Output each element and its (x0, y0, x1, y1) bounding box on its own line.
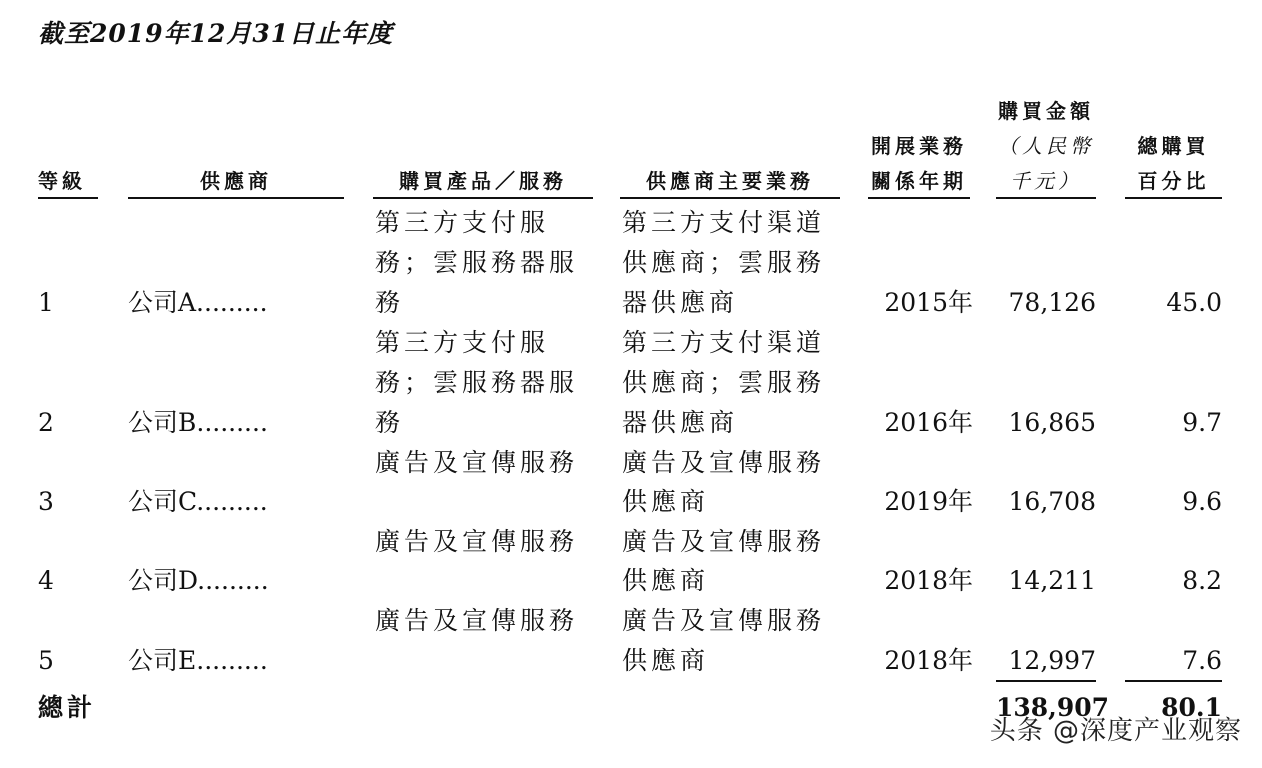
row-5-year: 2018年 (884, 646, 973, 675)
header-business: 供應商主要業務 (646, 169, 814, 193)
header-pct-line1: 總購買 (1137, 134, 1210, 158)
header-amount-line1: 購買金額 (998, 99, 1094, 123)
row-2-amount: 16,865 (1008, 408, 1096, 437)
row-4-business-line2: 供應商 (622, 566, 710, 595)
row-5-business-line2: 供應商 (622, 646, 710, 675)
row-2-product-line2: 務；雲服務器服 (375, 368, 579, 397)
row-2-rank: 2 (38, 408, 54, 437)
row-2-year: 2016年 (884, 408, 973, 437)
total-pct: 80.1 (1161, 693, 1222, 722)
row-1-product-line1: 第三方支付服 (375, 208, 550, 237)
header-pct-line2: 百分比 (1137, 169, 1210, 193)
row-5-rank: 5 (38, 646, 54, 675)
row-2-business-line1: 第三方支付渠道 (622, 328, 826, 357)
header-rule-pct (1125, 197, 1222, 199)
total-amount: 138,907 (996, 693, 1110, 722)
row-3-business-line1: 廣告及宣傳服務 (622, 448, 826, 477)
row-1-business-line2: 供應商；雲服務 (622, 248, 826, 277)
row-5-product-line1: 廣告及宣傳服務 (375, 606, 579, 635)
row-4-business-line1: 廣告及宣傳服務 (622, 527, 826, 556)
row-1-business-line3: 器供應商 (622, 288, 739, 317)
row-4-amount: 14,211 (1008, 566, 1096, 595)
header-rank: 等級 (38, 169, 86, 193)
row-1-business-line1: 第三方支付渠道 (622, 208, 826, 237)
row-3-supplier: 公司C......... (128, 487, 268, 516)
header-years-line1: 開展業務 (871, 134, 967, 158)
row-5-amount: 12,997 (1008, 646, 1096, 675)
header-rule-supplier (128, 197, 344, 199)
row-2-business-line3: 器供應商 (622, 408, 739, 437)
row-3-year: 2019年 (884, 487, 973, 516)
header-product: 購買產品／服務 (399, 169, 567, 193)
row-4-rank: 4 (38, 566, 54, 595)
row-1-product-line3: 務 (375, 288, 405, 317)
row-1-product-line2: 務；雲服務器服 (375, 248, 579, 277)
subtotal-rule-pct (1125, 680, 1222, 682)
watermark: 头条 @深度产业观察 (989, 716, 1242, 746)
row-2-business-line2: 供應商；雲服務 (622, 368, 826, 397)
row-3-pct: 9.6 (1182, 487, 1222, 516)
subtotal-rule-amount (996, 680, 1096, 682)
row-4-year: 2018年 (884, 566, 973, 595)
header-rule-amount (996, 197, 1096, 199)
row-4-pct: 8.2 (1182, 566, 1222, 595)
row-3-amount: 16,708 (1008, 487, 1096, 516)
header-rule-product (373, 197, 593, 199)
row-4-product-line1: 廣告及宣傳服務 (375, 527, 579, 556)
row-1-pct: 45.0 (1166, 288, 1222, 317)
row-2-supplier: 公司B......... (128, 408, 268, 437)
row-1-supplier: 公司A......... (128, 288, 268, 317)
header-rule-rank (38, 197, 98, 199)
row-3-product-line1: 廣告及宣傳服務 (375, 448, 579, 477)
header-rule-business (620, 197, 840, 199)
row-5-supplier: 公司E......... (128, 646, 268, 675)
header-years-line2: 關係年期 (871, 169, 967, 193)
row-2-product-line1: 第三方支付服 (375, 328, 550, 357)
row-3-rank: 3 (38, 487, 54, 516)
header-amount-line2: （人民幣 (998, 134, 1094, 158)
row-4-supplier: 公司D......... (128, 566, 269, 595)
row-2-product-line3: 務 (375, 408, 405, 437)
row-1-rank: 1 (38, 288, 54, 317)
row-5-business-line1: 廣告及宣傳服務 (622, 606, 826, 635)
header-amount-line3: 千元） (1010, 169, 1082, 193)
row-5-pct: 7.6 (1182, 646, 1222, 675)
header-rule-years (868, 197, 970, 199)
row-1-year: 2015年 (884, 288, 973, 317)
page-title: 截至2019年12月31日止年度 (38, 19, 394, 48)
row-3-business-line2: 供應商 (622, 487, 710, 516)
total-label: 總計 (38, 693, 97, 722)
header-supplier: 供應商 (200, 169, 272, 193)
row-2-pct: 9.7 (1182, 408, 1222, 437)
row-1-amount: 78,126 (1008, 288, 1096, 317)
